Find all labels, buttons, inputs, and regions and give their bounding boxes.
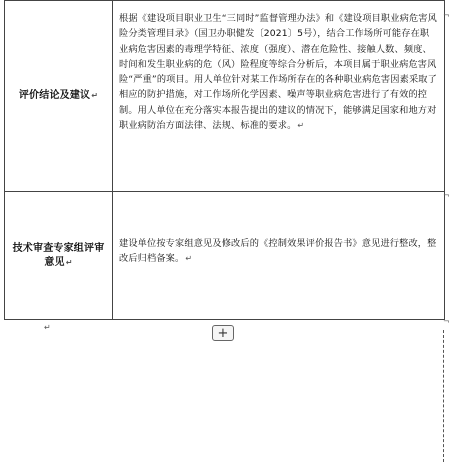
- row-content: 建设单位按专家组意见及修改后的《控制效果评价报告书》意见进行整改，整改后归档备案。↵: [119, 238, 437, 265]
- row-content-cell[interactable]: [113, 192, 444, 320]
- row-label: 评价结论及建议↵: [18, 90, 99, 101]
- add-row-button[interactable]: [212, 325, 234, 341]
- cell-end-mark: ¬: [443, 317, 450, 326]
- table-row: [5, 191, 444, 320]
- paragraph-mark: ↵: [44, 323, 51, 332]
- row-label-cell[interactable]: [5, 192, 113, 320]
- row-content: 根据《建设项目职业卫生“三同时”监督管理办法》和《建设项目职业病危害风险分类管理目录》（国卫办职健发〔2021〕5号），结合工作场所可能存在职业病危害因素的毒理学特征、浓度（强度）、潜在危险性、接触人数、频度、时间和发生职业病的危（风）险程度等综合分析后，本项目属于职业病危害风险“严重”的项目。用人单位针对某工作场所存在的各种职业病危害因素采取了相应的防护措施，对工作场所化学因素、噪声等职业病危害进行了有效的控制。用人单位在充分落实本报告提出的建议的情况下，能够满足国家和地方对职业病防治方面法律、法规、标准的要求。↵: [119, 13, 437, 132]
- paragraph-mark: ↵: [297, 121, 305, 131]
- cell-end-mark: ¬: [443, 191, 450, 200]
- row-content-cell[interactable]: [113, 1, 444, 191]
- paragraph-mark: ↵: [185, 254, 193, 264]
- plus-icon: +: [217, 325, 229, 341]
- cell-end-mark: ¬: [443, 11, 450, 20]
- page-margin-guide: [443, 330, 444, 462]
- paragraph-mark: ↵: [65, 258, 73, 267]
- paragraph-mark: ↵: [91, 91, 99, 100]
- evaluation-table: [4, 0, 445, 320]
- row-label: 技术审查专家组评审意见↵: [12, 243, 105, 268]
- row-label-cell[interactable]: [5, 1, 113, 191]
- table-row: [5, 0, 444, 191]
